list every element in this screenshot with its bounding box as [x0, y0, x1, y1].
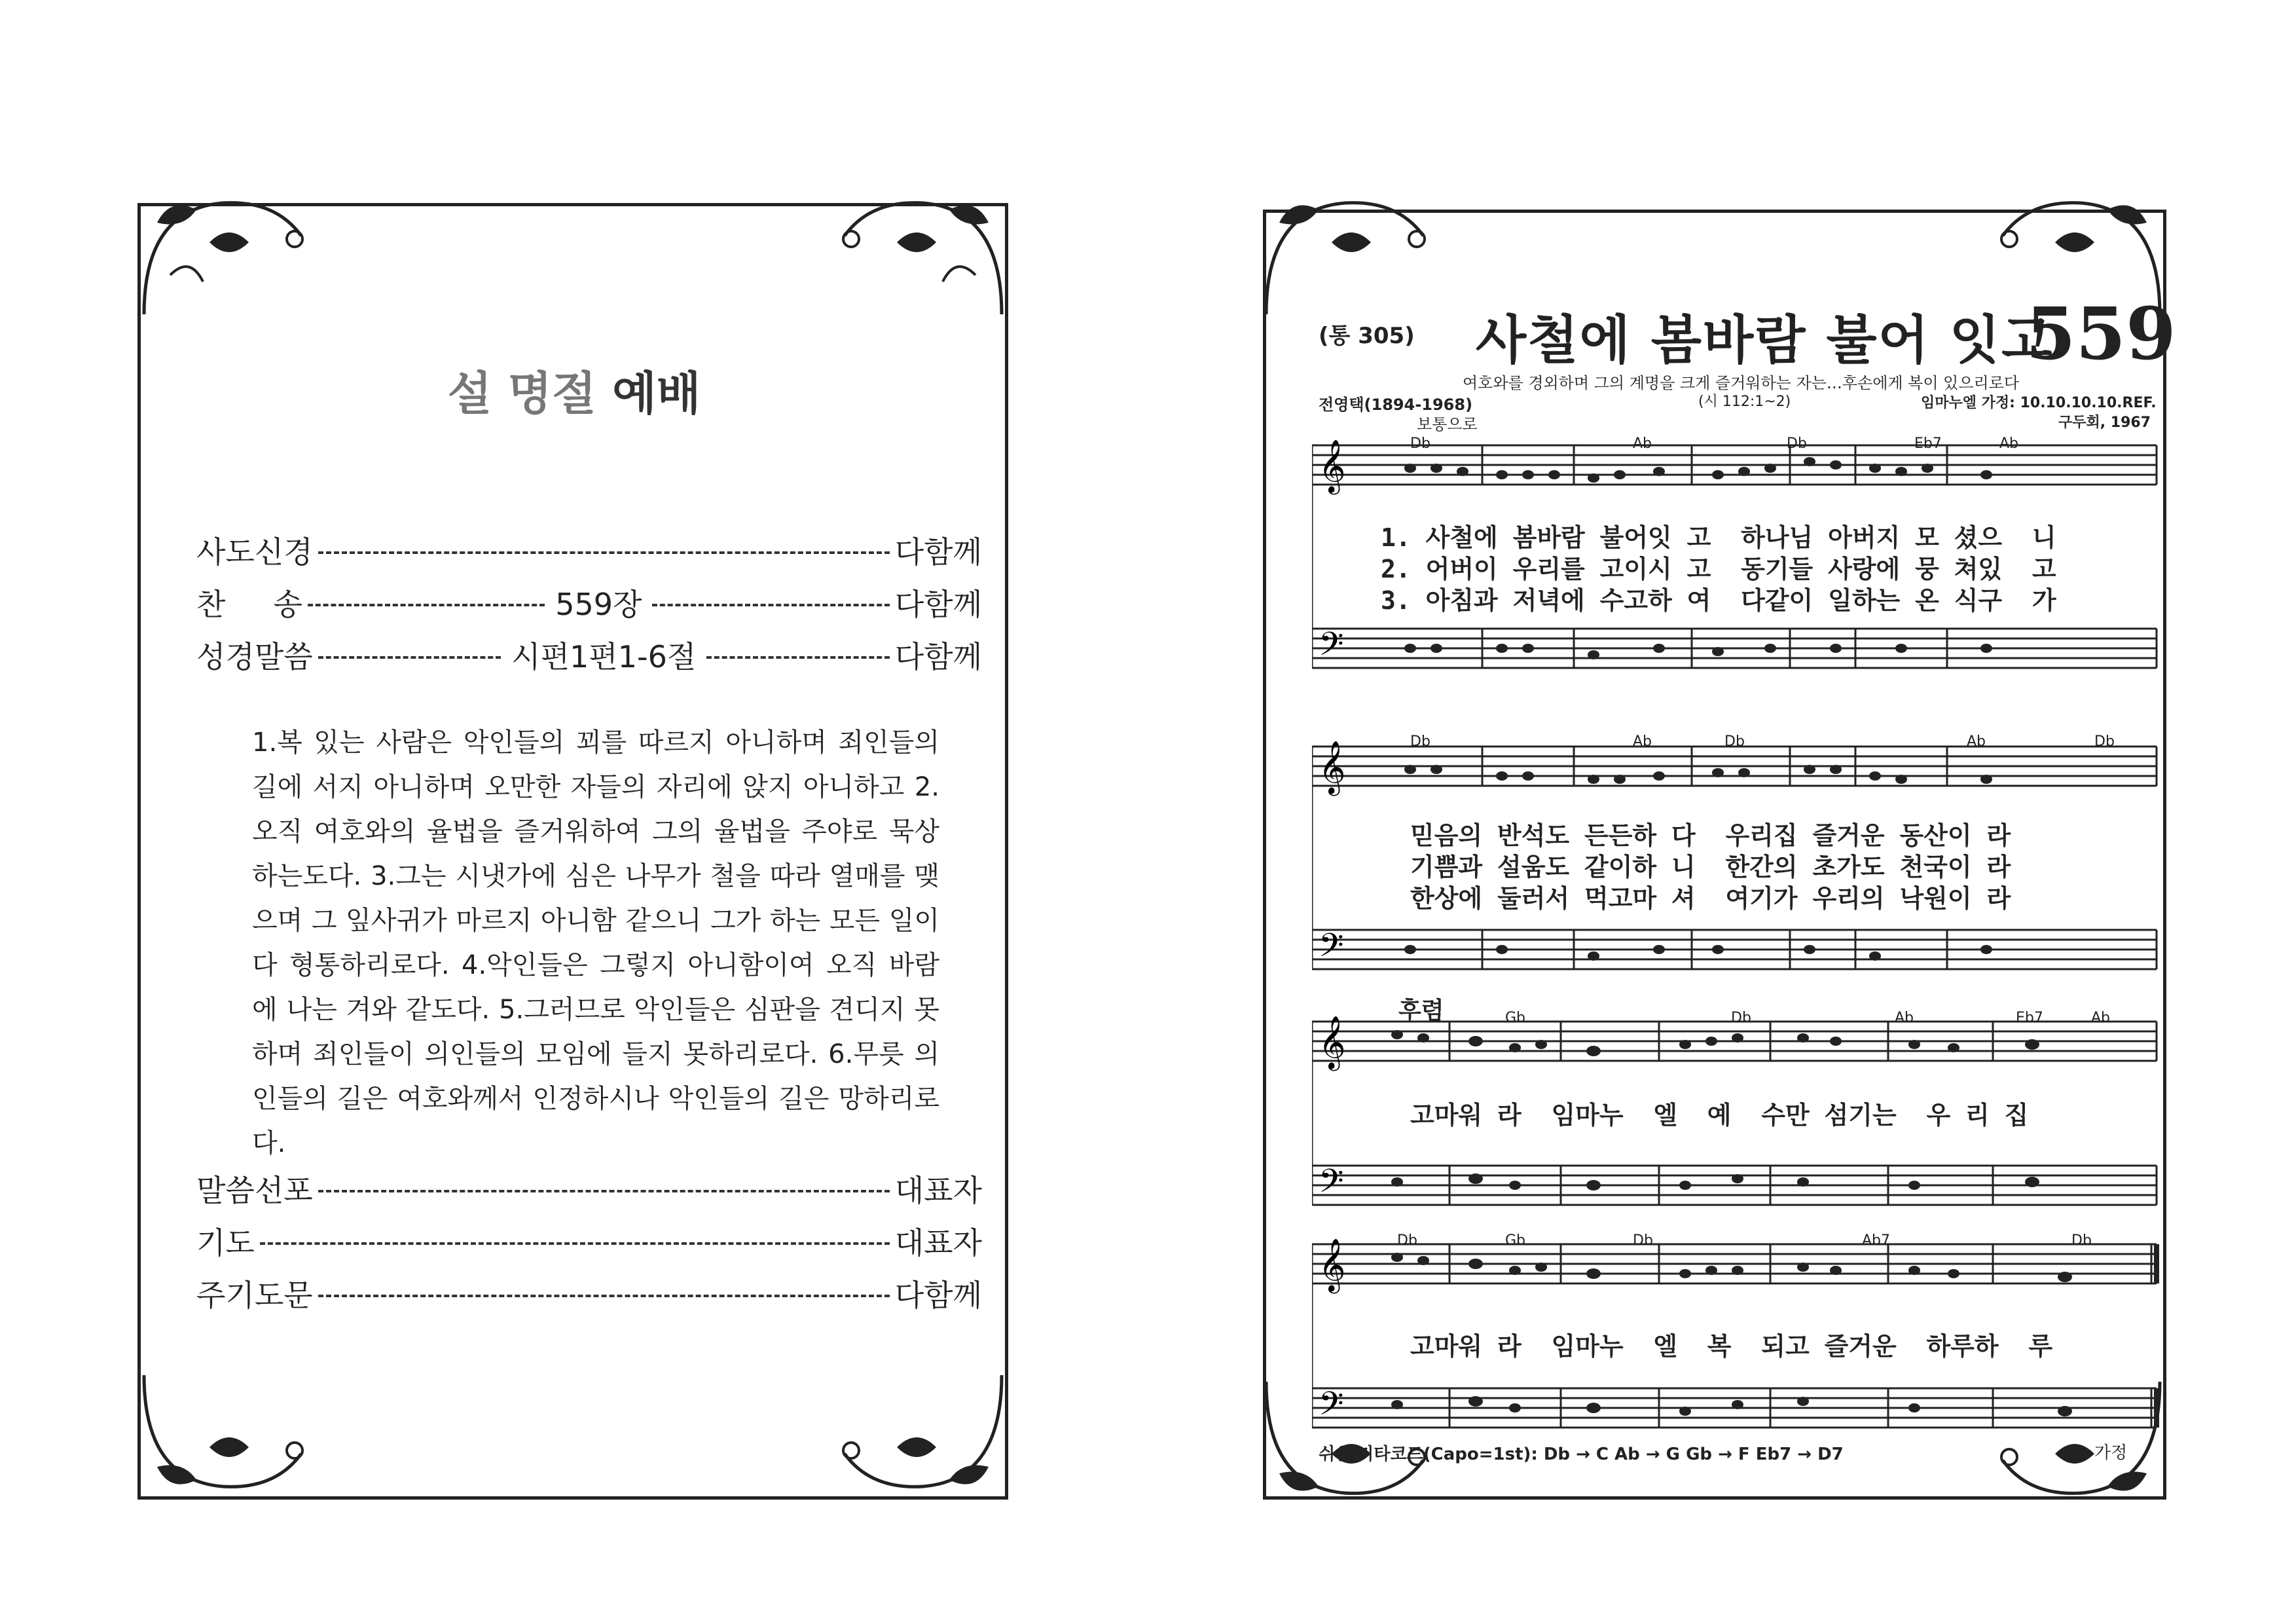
order-item: 찬 송 [196, 587, 302, 622]
order-scripture-ref: 시편1편1-6절 [511, 639, 697, 674]
chord-label: Ab7 [1862, 1232, 1891, 1249]
page-title [0, 357, 1148, 423]
scripture-text [252, 720, 939, 1166]
chord-label: Eb7 [2016, 1010, 2043, 1026]
chord-label: Db [1410, 435, 1430, 452]
svg-text:𝄢: 𝄢 [1319, 1162, 1344, 1208]
hymn-sheet-page [1148, 0, 2296, 1624]
title-holiday: 설 명절 [447, 367, 596, 420]
hymn-number: 559 [2026, 291, 2176, 376]
floral-ornament-icon [805, 183, 1015, 321]
lyrics-verse-3-line-2: 한상에 둘러서 먹고마 셔 여기가 우리의 낙원이 라 [1410, 884, 2011, 913]
lyrics-verse-2-line-1: 2. 어버이 우리를 고이시 고 동기들 사랑에 뭉 쳐있 고 [1381, 555, 2056, 583]
order-who: 다함께 [894, 587, 983, 622]
tune-meter: 임마누엘 가정: 10.10.10.10.REF. [1921, 395, 2157, 411]
tempo-marking: 보통으로 [1417, 415, 1478, 434]
floral-ornament-icon [805, 1369, 1015, 1506]
lyrics-chorus-line-2: 고마워 라 임마누 엘 복 되고 즐거운 하루하 루 [1410, 1332, 2053, 1361]
hymn-category: 가정 [2094, 1443, 2128, 1463]
composer: 구두회, 1967 [2058, 415, 2151, 431]
chorus-label: 후렴 [1398, 997, 1444, 1024]
chord-label: Db [1633, 1232, 1653, 1249]
order-item: 기도 [196, 1225, 255, 1261]
order-item: 주기도문 [196, 1278, 313, 1313]
chord-label: Db [1731, 1010, 1751, 1026]
chord-label: Db [1724, 733, 1745, 750]
order-who: 다함께 [894, 639, 982, 674]
svg-text:𝄞: 𝄞 [1319, 439, 1346, 492]
order-row-prayer [196, 1215, 982, 1267]
chord-label: Ab [1633, 733, 1652, 750]
svg-text:𝄢: 𝄢 [1319, 1385, 1344, 1431]
hymn-title: 사철에 봄바람 불어 잇고 [1476, 309, 2054, 371]
chord-label: Ab [2091, 1010, 2111, 1026]
lyrics-verse-3-line-1: 3. 아침과 저녁에 수고하 여 다같이 일하는 온 식구 가 [1381, 586, 2056, 615]
floral-ornament-icon [131, 1369, 340, 1506]
chord-label: Ab [1999, 435, 2019, 452]
svg-text:𝄞: 𝄞 [1319, 1015, 1346, 1069]
order-who: 다함께 [894, 1278, 982, 1313]
chord-label: Ab [1967, 733, 1986, 750]
lyricist: 전영택(1894-1968) [1319, 396, 1473, 414]
chord-label: Ab [1633, 435, 1652, 452]
verse-quote: 여호와를 경외하며 그의 계명을 크게 즐거워하는 자는…후손에게 복이 있으리로다 [1463, 374, 2020, 392]
chord-label: Db [1410, 733, 1430, 750]
order-row-sermon [196, 1162, 982, 1215]
psalm-reference: (시 112:1~2) [1698, 394, 1791, 410]
order-who: 대표자 [894, 1225, 982, 1261]
title-service: 예배 [612, 367, 701, 420]
order-row-creed [196, 524, 982, 576]
order-row-scripture [196, 629, 982, 681]
floral-ornament-icon [131, 183, 340, 321]
chord-label: Gb [1505, 1010, 1526, 1026]
lyrics-verse-2-line-2: 기쁨과 설움도 같이하 니 한간의 초가도 천국이 라 [1410, 853, 2011, 881]
order-row-lords-prayer [196, 1267, 982, 1320]
svg-text:𝄞: 𝄞 [1319, 1238, 1346, 1291]
floral-ornament-icon [1253, 183, 1463, 321]
order-row-hymn [196, 576, 982, 629]
order-who: 다함께 [894, 534, 982, 570]
order-item: 말씀선포 [196, 1173, 313, 1208]
order-item: 사도신경 [196, 534, 313, 570]
chord-label: Db [1397, 1232, 1417, 1249]
lyrics-chorus-line-1: 고마워 라 임마누 엘 예 수만 섬기는 우 리 집 [1410, 1101, 2029, 1130]
chord-label: Eb7 [1914, 435, 1942, 452]
svg-text:𝄢: 𝄢 [1319, 927, 1344, 972]
order-hymn-number: 559장 [555, 587, 642, 622]
scripture-paragraph: 1.복 있는 사람은 악인들의 꾀를 따르지 아니하며 죄인들의 길에 서지 아니하며 오만한 자들의 자리에 앉지 아니하고 2.오직 여호와의 율법을 즐거워하여 그의 율법을 주야로 묵상하는도다. 3.그는 시냇가에 심은 나무가 철을 따라 열매를 맺으며 그 잎사귀가 마르지 아니함 같으니 그가 하는 모든 일이 다 형통하리로다. 4.악인들은 그렇지 아니함이여 오직 바람에 나는 겨와 같도다. 5.그러므로 악인들은 심판을 견디지 못하며 죄인들이 의인들의 모임에 들지 못하리로다. 6.무릇 의인들의 길은 여호와께서 인정하시나 악인들의 길은 망하리로다. [252, 728, 939, 1158]
chord-label: Db [2094, 733, 2115, 750]
lyrics-verse-1-line-2: 믿음의 반석도 든든하 다 우리집 즐거운 동산이 라 [1410, 821, 2011, 850]
order-who: 대표자 [894, 1173, 982, 1208]
chord-label: Db [2071, 1232, 2092, 1249]
chord-label: Gb [1505, 1232, 1526, 1249]
lyrics-verse-1-line-1: 1. 사철에 봄바람 불어잇 고 하나님 아버지 모 셨으 니 [1381, 523, 2056, 552]
old-hymn-number: (통 305) [1319, 323, 1415, 349]
order-item: 성경말씀 [196, 639, 313, 674]
chord-label: Ab [1895, 1010, 1914, 1026]
svg-text:𝄢: 𝄢 [1319, 625, 1344, 671]
chord-label: Db [1787, 435, 1807, 452]
easy-guitar-chords: 쉬운 기타코드(Capo=1st): Db → C Ab → G Gb → F Eb7 → D7 [1319, 1445, 1844, 1464]
svg-text:𝄞: 𝄞 [1319, 740, 1346, 794]
